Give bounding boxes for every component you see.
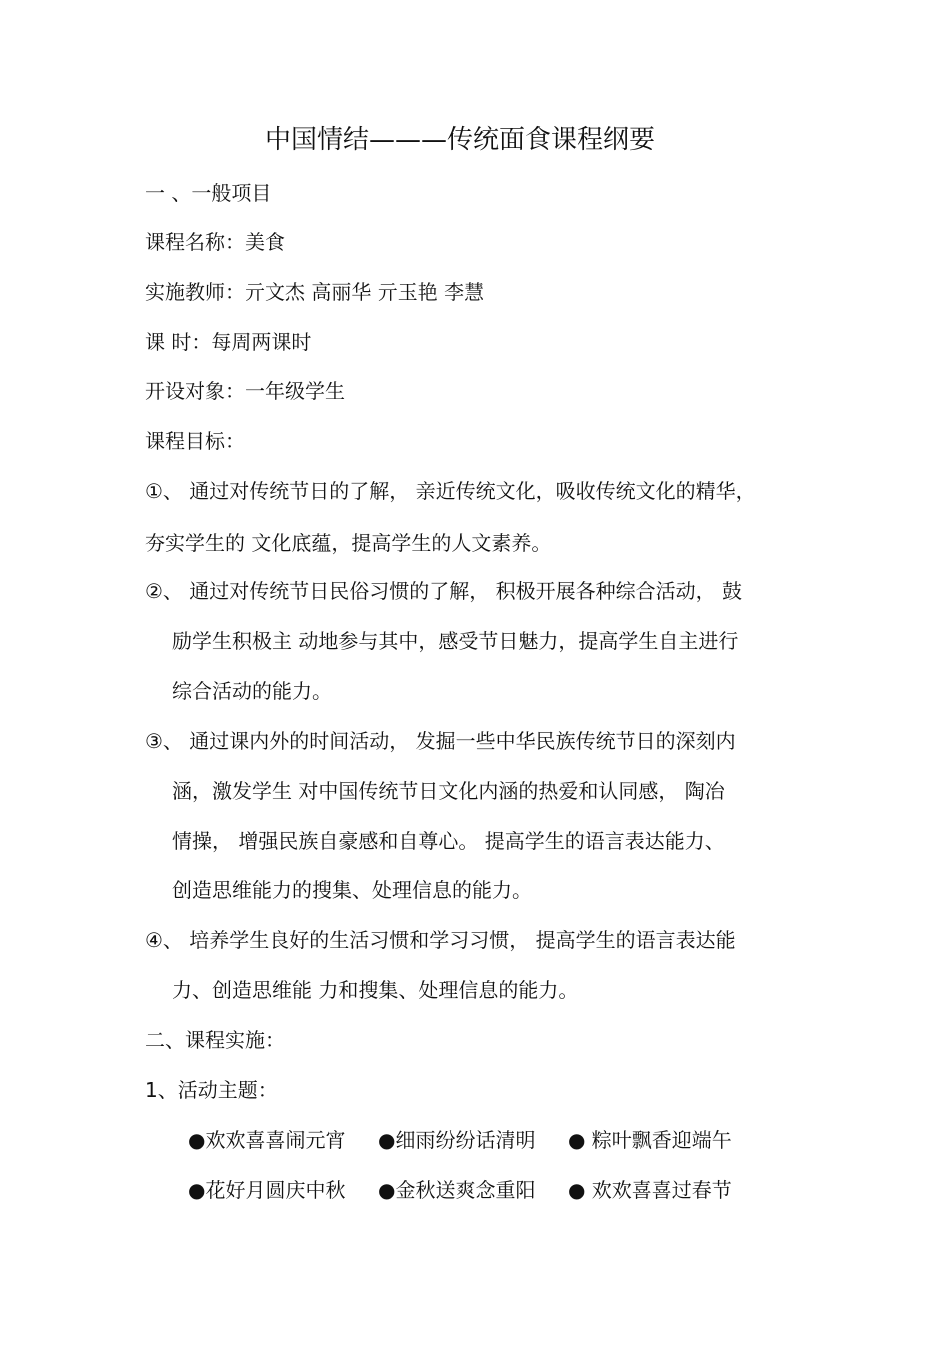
theme-item: ● 粽叶飘香迎端午 — [568, 1128, 732, 1152]
section-heading-general: 一 、一般项目 — [145, 181, 272, 205]
activity-themes-heading: 1、活动主题： — [145, 1078, 278, 1102]
teachers: 实施教师：亓文杰 高丽华 亓玉艳 李慧 — [145, 280, 485, 304]
goal-2-line-3: 综合活动的能力。 — [172, 679, 332, 703]
section-heading-implementation: 二、课程实施： — [145, 1028, 285, 1052]
goal-2-line-1: ②、 通过对传统节日民俗习惯的了解， 积极开展各种综合活动， 鼓 — [145, 579, 743, 603]
theme-item: ●金秋送爽念重阳 — [378, 1178, 536, 1202]
goal-4-line-1: ④、 培养学生良好的生活习惯和学习习惯， 提高学生的语言表达能 — [145, 928, 736, 952]
goal-3-line-1: ③、 通过课内外的时间活动， 发掘一些中华民族传统节日的深刻内 — [145, 729, 736, 753]
theme-item: ●细雨纷纷话清明 — [378, 1128, 536, 1152]
goal-4-line-2: 力、创造思维能 力和搜集、处理信息的能力。 — [172, 978, 579, 1002]
goal-3-line-2: 涵，激发学生 对中国传统节日文化内涵的热爱和认同感， 陶冶 — [172, 779, 725, 803]
course-name: 课程名称：美食 — [145, 230, 285, 254]
theme-item: ●花好月圆庆中秋 — [188, 1178, 346, 1202]
goal-3-line-3: 情操， 增强民族自豪感和自尊心。 提高学生的语言表达能力、 — [172, 829, 725, 853]
course-hours: 课 时：每周两课时 — [145, 330, 312, 354]
course-target: 开设对象：一年级学生 — [145, 379, 345, 403]
goal-1-line-1: ①、 通过对传统节日的了解， 亲近传统文化，吸收传统文化的精华， — [145, 479, 756, 503]
goal-3-line-4: 创造思维能力的搜集、处理信息的能力。 — [172, 878, 532, 902]
goal-1-line-2: 夯实学生的 文化底蕴，提高学生的人文素养。 — [145, 531, 552, 555]
goal-2-line-2: 励学生积极主 动地参与其中，感受节日魅力，提高学生自主进行 — [172, 629, 739, 653]
theme-item: ●欢欢喜喜闹元宵 — [188, 1128, 346, 1152]
goals-label: 课程目标： — [145, 429, 245, 453]
theme-item: ● 欢欢喜喜过春节 — [568, 1178, 732, 1202]
document-title: 中国情结———传统面食课程纲要 — [264, 125, 655, 155]
